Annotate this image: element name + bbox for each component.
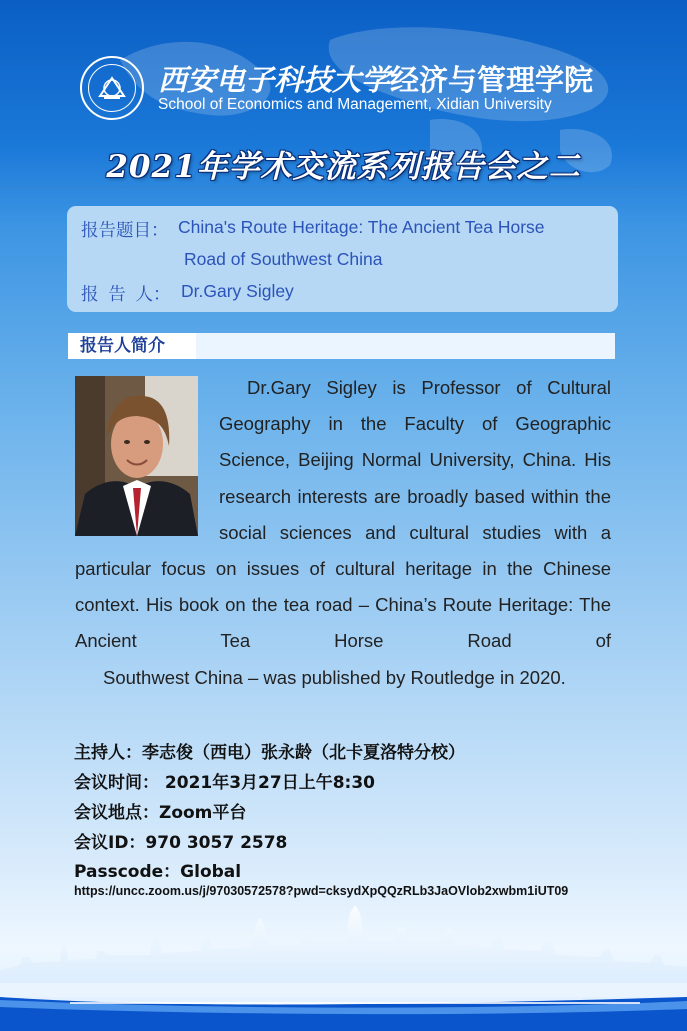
bio-section-bar: [68, 333, 615, 359]
talk-title-line2: Road of Southwest China: [184, 249, 383, 269]
bio-section-label: 报告人简介: [68, 333, 196, 359]
meeting-place: 会议地点：Zoom平台: [74, 803, 247, 823]
school-name-cn: 经济与管理学院: [390, 63, 594, 97]
talk-title-line1: China's Route Heritage: The Ancient Tea Horse: [178, 217, 545, 237]
meeting-host: 主持人：李志俊（西电）张永龄（北卡夏洛特分校）: [74, 743, 465, 763]
bio-text-last-line: Southwest China – was published by Routledge in 2020.: [103, 666, 566, 688]
meeting-id: 会议ID：970 3057 2578: [74, 833, 288, 853]
meeting-passcode: Passcode：Global: [74, 862, 242, 882]
header-divider: [0, 186, 687, 188]
speaker-label: 报 告 人：: [81, 284, 171, 304]
series-title: 2021年学术交流系列报告会之二: [106, 149, 581, 185]
speaker-bio: [75, 370, 611, 696]
talk-info-box: [67, 206, 618, 312]
university-name-cn: 西安电子科技大学经济与管理学院: [158, 63, 594, 97]
talk-title-label: 报告题目：: [81, 220, 169, 240]
city-skyline-decoration: [0, 905, 687, 1031]
bio-text: Dr.Gary Sigley is Professor of Cultural Geography in the Faculty of Geographic Science, Beijing Normal University, China. His research interests are broadly based within the social sciences and cultural studies with a particular focus on issues of cultural heritage in the Chinese context. His book on the tea road – China’s Route Heritage: The Ancient Tea Horse Road of: [75, 377, 611, 652]
speaker-name: Dr.Gary Sigley: [181, 281, 294, 301]
school-name-en: School of Economics and Management, Xidian University: [158, 96, 552, 113]
meeting-time: 会议时间： 2021年3月27日上午8:30: [74, 773, 376, 793]
header: [80, 54, 640, 124]
meeting-url[interactable]: https://uncc.zoom.us/j/97030572578?pwd=cksydXpQQzRLb3JaOVlob2xwbm1iUT09: [74, 884, 569, 898]
university-logo: [80, 56, 144, 120]
